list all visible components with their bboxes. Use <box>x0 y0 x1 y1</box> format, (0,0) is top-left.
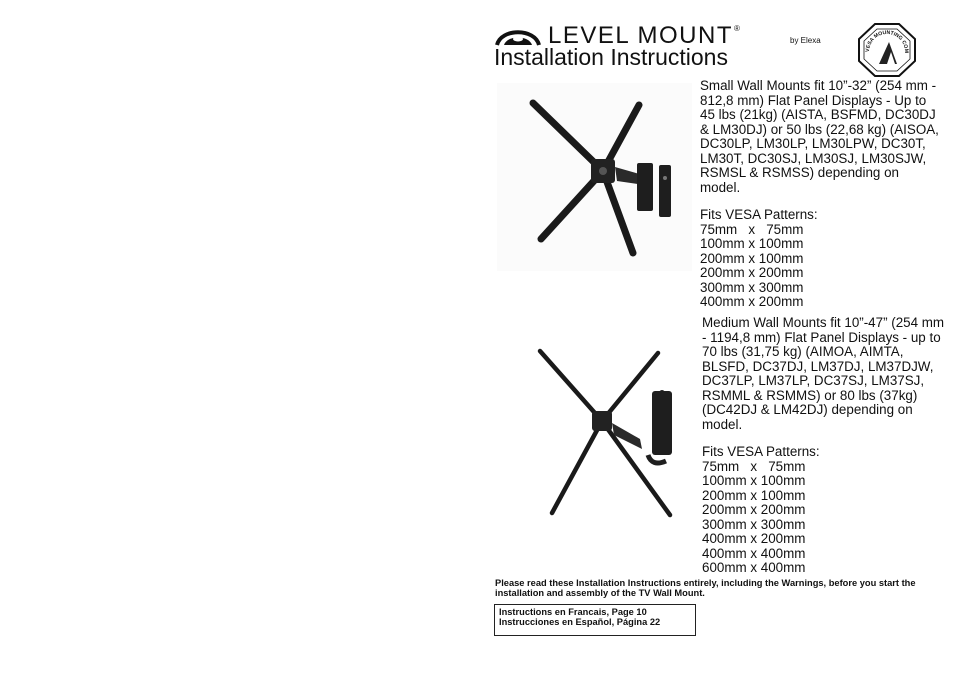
brand-by-line: by Elexa <box>790 36 821 45</box>
read-instructions-notice: Please read these Installation Instructions entirely, including the Warnings, before you start the installation and assembly of the TV Wall Mount. <box>495 578 916 598</box>
svg-text:VESA MOUNTING COMPLIANT: VESA MOUNTING COM <box>864 29 910 54</box>
medium-pattern-item: 300mm x 300mm <box>702 516 806 532</box>
registered-mark: ® <box>733 24 742 33</box>
page-title: Installation Instructions <box>494 44 728 70</box>
medium-tv-wall-mount-icon <box>530 343 685 520</box>
medium-patterns-label: Fits VESA Patterns: <box>702 444 820 459</box>
small-pattern-item: 200mm x 200mm <box>700 265 804 280</box>
small-mount-description: Small Wall Mounts fit 10”-32” (254 mm - 812,8 mm) Flat Panel Displays - Up to 45 lbs (21kg) (AISTA, BSFMD, DC30DJ & LM30DJ) or 50 lbs (22,68 kg) (AISOA, DC30LP, LM30LP, LM30LPW, DC30T, LM30T, DC30SJ, LM30SJ, LM30SJW, RSMSL & RSMSS) depending on model. <box>700 78 939 195</box>
small-mount-description-block <box>700 79 940 310</box>
medium-mount-description-block <box>702 316 946 576</box>
small-pattern-item: 400mm x 200mm <box>700 294 804 309</box>
medium-pattern-item: 100mm x 100mm <box>702 473 806 488</box>
small-pattern-item: 75mm x 75mm <box>700 221 804 237</box>
medium-pattern-item: 600mm x 400mm <box>702 560 806 575</box>
eye-arc-logo-icon <box>495 24 541 46</box>
small-pattern-item: 300mm x 300mm <box>700 279 804 295</box>
medium-pattern-item: 75mm x 75mm <box>702 458 806 474</box>
small-tv-wall-mount-icon <box>497 83 692 271</box>
medium-pattern-item: 200mm x 200mm <box>702 502 806 517</box>
medium-pattern-item: 200mm x 100mm <box>702 487 806 503</box>
small-pattern-item: 200mm x 100mm <box>700 250 804 266</box>
medium-pattern-item: 400mm x 400mm <box>702 545 806 561</box>
small-patterns-label: Fits VESA Patterns: <box>700 207 818 222</box>
small-pattern-item: 100mm x 100mm <box>700 236 804 251</box>
french-instructions-reference: Instructions en Francais, Page 10 <box>499 607 647 617</box>
medium-mount-description: Medium Wall Mounts fit 10”-47” (254 mm - 1194,8 mm) Flat Panel Displays - up to 70 lbs (31,75 kg) (AIMOA, AIMTA, BLSFD, DC37DJ, LM37DJ, LM37DJW, DC37LP, LM37LP, DC37SJ, LM37SJ, RSMML & RSMMS) or 80 lbs (37kg) (DC42DJ & LM42DJ) depending on model. <box>702 315 945 432</box>
medium-pattern-item: 400mm x 200mm <box>702 531 806 546</box>
brand-name: LEVEL MOUNT® <box>548 22 742 49</box>
vesa-mounting-compliant-badge-icon <box>857 22 917 78</box>
language-reference-box <box>494 604 696 636</box>
spanish-instructions-reference: Instrucciones en Español, Página 22 <box>499 617 661 627</box>
